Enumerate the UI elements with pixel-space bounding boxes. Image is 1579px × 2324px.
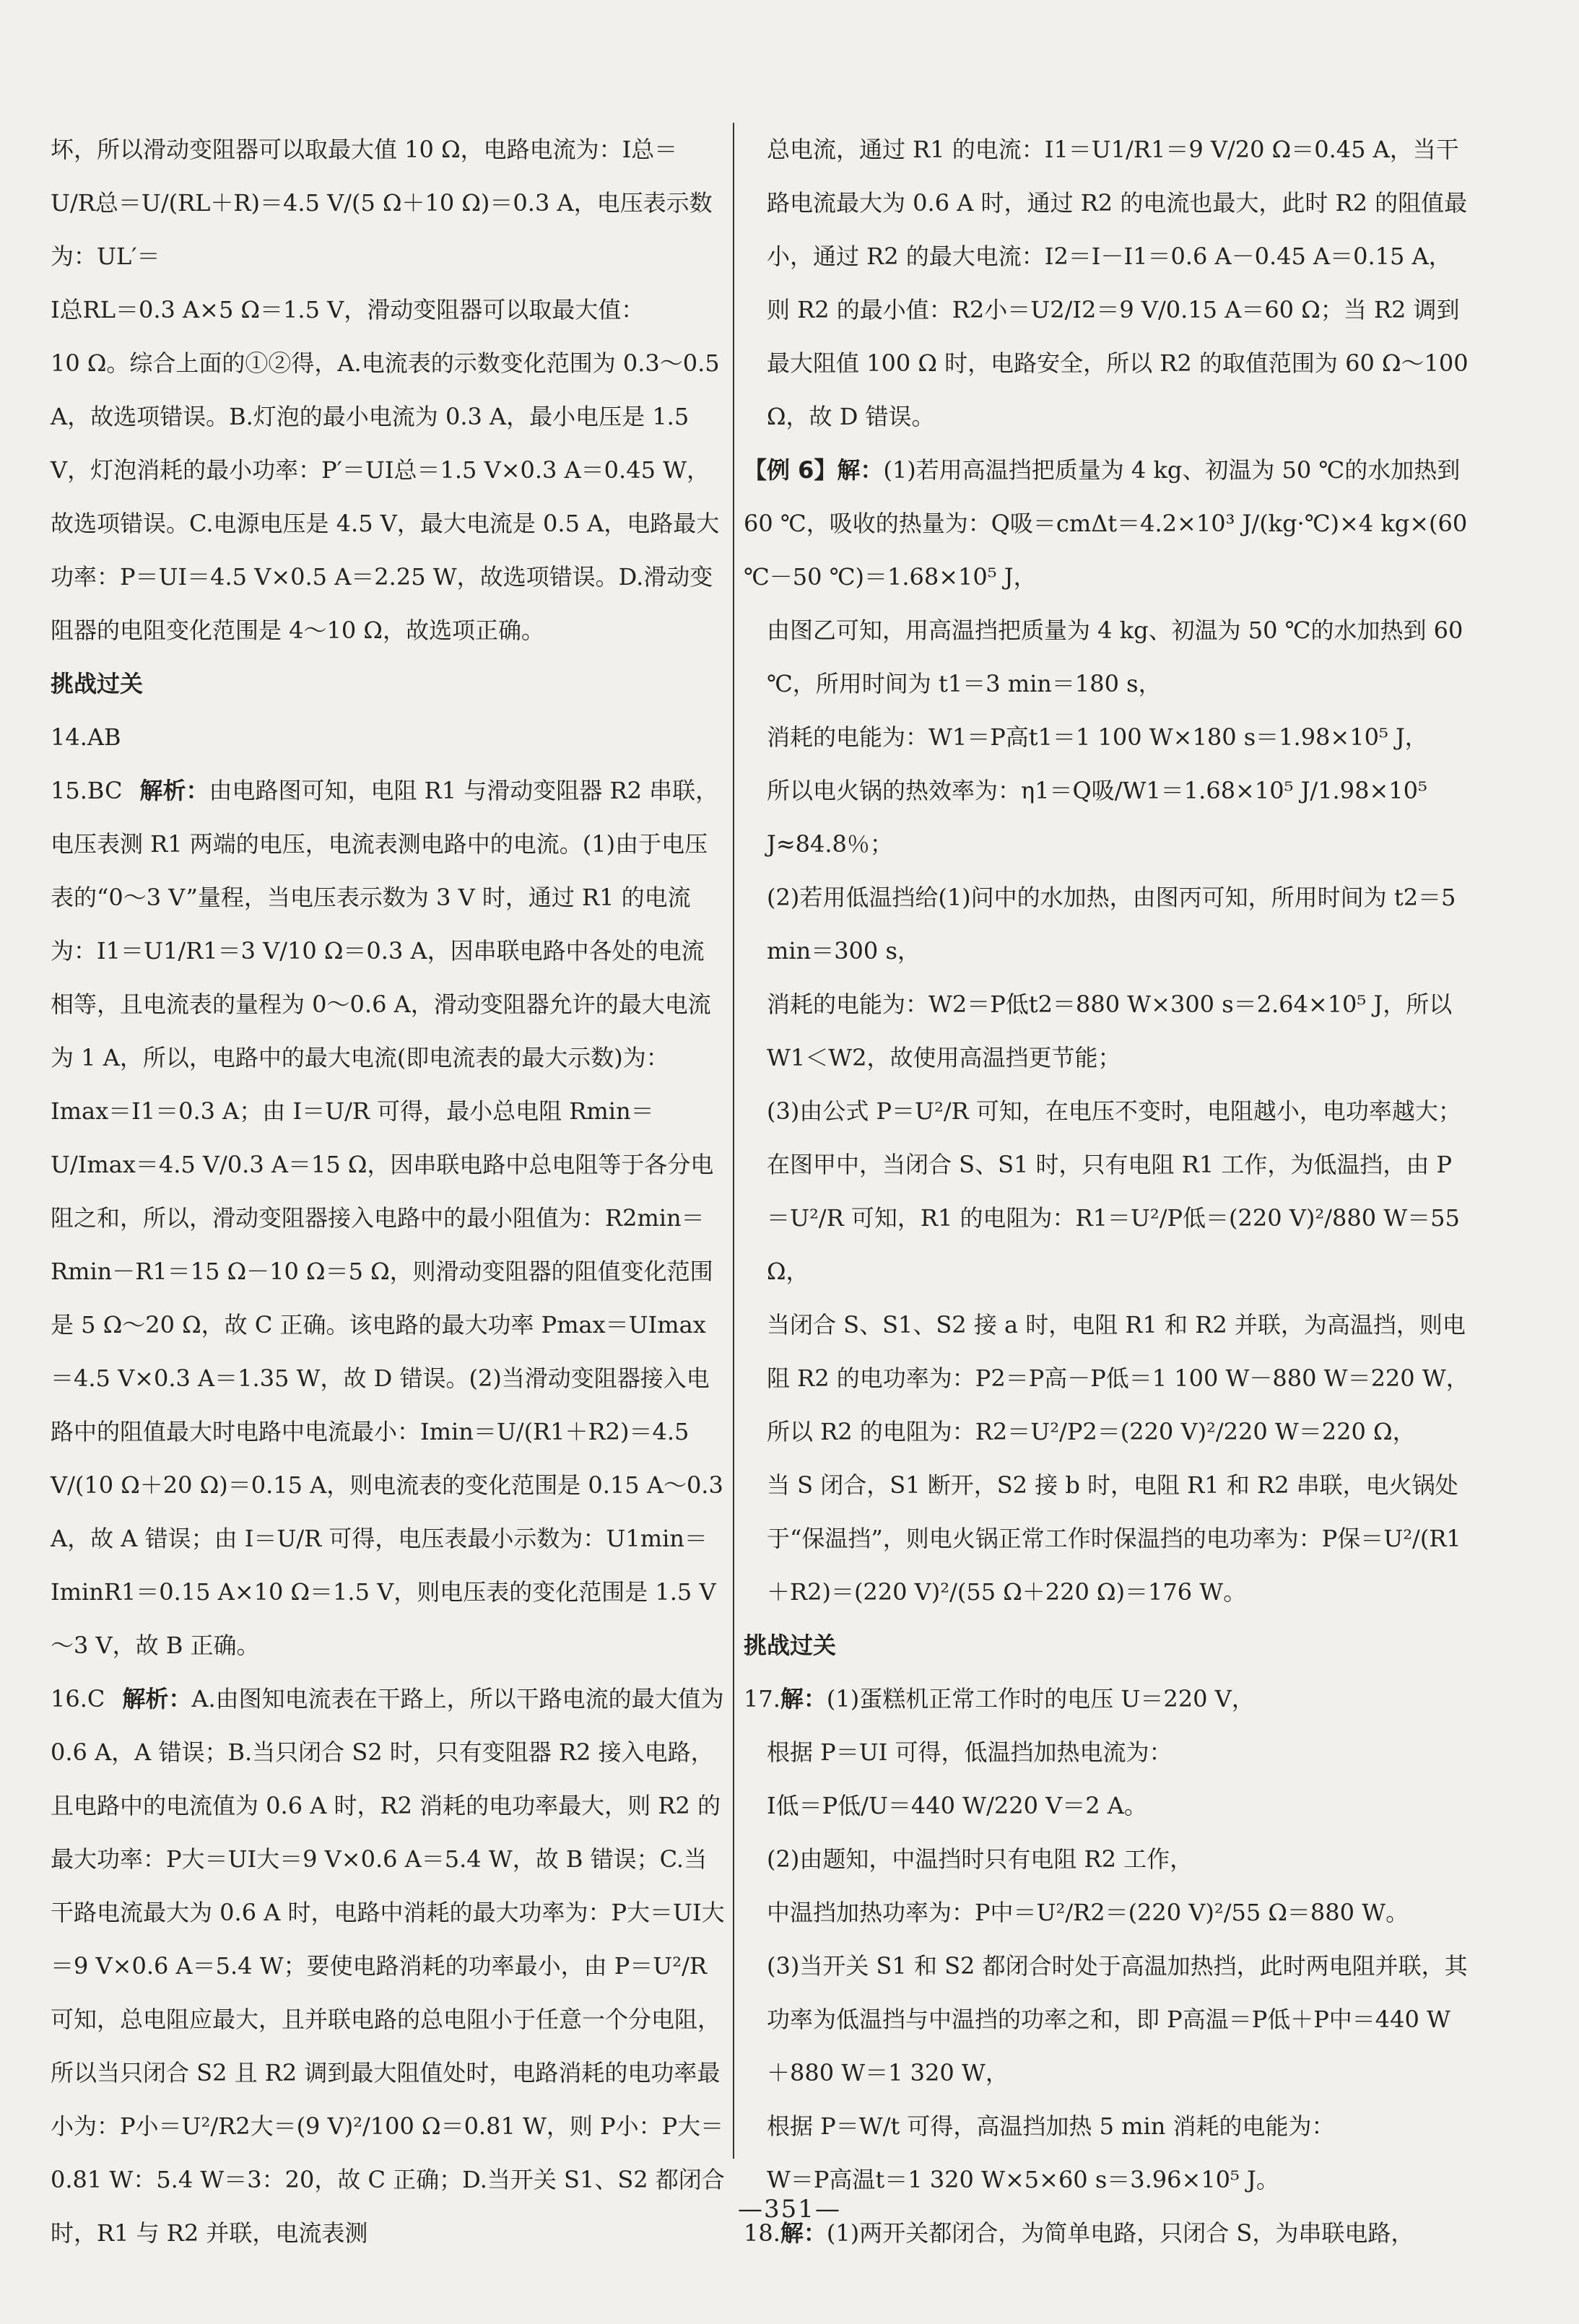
answer-16-text: A.由图知电流表在干路上，所以干路电流的最大值为 0.6 A，A 错误；B.当只闭合 S2 时，只有变阻器 R2 接入电路，且电路中的电流值为 0.6 A 时，R2 消耗的电功率最大，则 R2 的最大功率：P大＝UI大＝9 V×0.6 A＝5.4 W，故 B 错误；C.当干路电流最大为 0.6 A 时，电路中消耗的最大功率为：P大＝UI大＝9 V×0.6 A＝5.4 W；要使电路消耗的功率最小，由 P＝U²/R 可知，总电阻应最大，且并联电路的总电阻小于任意一个分电阻，所以当只闭合 S2 且 R2 调到最大阻值处时，电路消耗的电功率最小为：P小＝U²/R2大＝(9 V)²/100 Ω＝0.81 W，则 P小：P大＝0.81 W：5.4 W＝3：20，故 C 正确；D.当开关 S1、S2 都闭合时，R1 与 R2 并联，电流表测 [51,1685,731,2247]
example-6-line-4: 所以电火锅的热效率为：η1＝Q吸/W1＝1.68×10⁵ J/1.98×10⁵ J≈84.8％； [767,777,1435,858]
example-6-line-2: 由图乙可知，用高温挡把质量为 4 kg、初温为 50 ℃的水加热到 60 ℃，所用时间为 t1＝3 min＝180 s， [767,617,1471,697]
answer-17-line-3: I低＝P低/U＝440 W/220 V＝2 A。 [767,1792,1147,1819]
left-formula-1: U/R总＝U/(RL＋R)＝4.5 V/(5 Ω＋10 Ω)＝0.3 A，电压表示数为：UL′＝ [51,189,713,270]
answer-15-label: 解析： [139,777,209,804]
answer-18-number: 18. [744,2219,780,2247]
answer-16 [51,1672,731,2260]
example-6-line-3: 消耗的电能为：W1＝P高t1＝1 100 W×180 s＝1.98×10⁵ J， [767,723,1428,751]
left-paragraph-1: 坏，所以滑动变阻器可以取最大值 10 Ω，电路电流为：I总＝ [51,136,678,163]
answer-17-line-7: 根据 P＝W/t 可得，高温挡加热 5 min 消耗的电能为： [767,2112,1335,2140]
answer-17-number: 17. [744,1685,780,1712]
right-paragraph-1: 总电流，通过 R1 的电流：I1＝U1/R1＝9 V/20 Ω＝0.45 A，当干路电流最大为 0.6 A 时，通过 R2 的电流也最大，此时 R2 的阻值最小，通过 R2 的最大电流：I2＝I－I1＝0.6 A－0.45 A＝0.15 A，则 R2 的最小值：R2小＝U2/I2＝9 V/0.15 A＝60 Ω；当 R2 调到最大阻值 100 Ω 时，电路安全，所以 R2 的取值范围为 60 Ω～100 Ω，故 D 错误。 [767,136,1476,430]
section-heading-challenge-2: 挑战过关 [744,1632,837,1659]
answer-17-line-8: W＝P高温t＝1 320 W×5×60 s＝3.96×10⁵ J。 [767,2166,1279,2193]
example-6-part-1: (1)若用高温挡把质量为 4 kg、初温为 50 ℃的水加热到 60 ℃，吸收的热量为：Q吸＝cmΔt＝4.2×10³ J/(kg·℃)×4 kg×(60 ℃－50 ℃)＝1.68×10⁵ J， [744,456,1475,591]
answer-17-line-2: 根据 P＝UI 可得，低温挡加热电流为： [767,1738,1173,1766]
answer-15-text: 由电路图可知，电阻 R1 与滑动变阻器 R2 串联，电压表测 R1 两端的电压，电流表测电路中的电流。(1)由于电压表的“0～3 V”量程，当电压表示数为 3 V 时，通过 R1 的电流为：I1＝U1/R1＝3 V/10 Ω＝0.3 A，因串联电路中各处的电流相等，且电流表的量程为 0～0.6 A，滑动变阻器允许的最大电流为 1 A，所以，电路中的最大电流(即电流表的最大示数)为：Imax＝I1＝0.3 A；由 I＝U/R 可得，最小总电阻 Rmin＝U/Imax＝4.5 V/0.3 A＝15 Ω，因串联电路中总电阻等于各分电阻之和，所以，滑动变阻器接入电路中的最小阻值为：R2min＝Rmin－R1＝15 Ω－10 Ω＝5 Ω，则滑动变阻器的阻值变化范围是 5 Ω～20 Ω，故 C 正确。该电路的最大功率 Pmax＝UImax＝4.5 V×0.3 A＝1.35 W，故 D 错误。(2)当滑动变阻器接入电路中的阻值最大时电路中电流最小：Imin＝U/(R1＋R2)＝4.5 V/(10 Ω＋20 Ω)＝0.15 A，则电流表的变化范围是 0.15 A～0.3 A，故 A 错误；由 I＝U/R 可得，电压表最小示数为：U1min＝IminR1＝0.15 A×10 Ω＝1.5 V，则电压表的变化范围是 1.5 V～3 V，故 B 正确。 [51,777,731,1659]
answer-17-line-1: (1)蛋糕机正常工作时的电压 U＝220 V， [826,1685,1255,1712]
answer-15-key: 15.BC [51,777,123,804]
answer-17-label: 解： [780,1685,827,1712]
answer-14: 14.AB [51,723,121,751]
answer-16-key: 16.C [51,1685,105,1712]
section-heading-challenge: 挑战过关 [51,670,144,697]
example-6-line-10: 当 S 闭合，S1 断开，S2 接 b 时，电阻 R1 和 R2 串联，电火锅处于“保温挡”，则电火锅正常工作时保温挡的电功率为：P保＝U²/(R1＋R2)＝(220 V)²/(55 Ω＋220 Ω)＝176 W。 [767,1471,1461,1606]
example-6-line-7: (3)由公式 P＝U²/R 可知，在电压不变时，电阻越小，电功率越大；在图甲中，当闭合 S、S1 时，只有电阻 R1 工作，为低温挡，由 P＝U²/R 可知，R1 的电阻为：R1＝U²/P低＝(220 V)²/880 W＝55 Ω， [767,1097,1468,1285]
left-column [51,123,731,2260]
right-column [744,123,1476,2260]
answer-17 [744,1672,1469,1725]
page-number: —351— [738,2195,841,2224]
example-6-line-9: 所以 R2 的电阻为：R2＝U²/P2＝(220 V)²/220 W＝220 Ω， [767,1418,1416,1445]
example-6-line-6: 消耗的电能为：W2＝P低t2＝880 W×300 s＝2.64×10⁵ J，所以 W1＜W2，故使用高温挡更节能； [767,991,1460,1071]
example-6-line-5: (2)若用低温挡给(1)问中的水加热，由图丙可知，所用时间为 t2＝5 min＝300 s， [767,884,1463,965]
example-6-tag: 【例 6】解： [744,456,884,484]
left-paragraph-2: 10 Ω。综合上面的①②得，A.电流表的示数变化范围为 0.3～0.5 A，故选项错误。B.灯泡的最小电流为 0.3 A，最小电压是 1.5 V，灯泡消耗的最小功率：P′＝UI总＝1.5 V×0.3 A＝0.45 W，故选项错误。C.电源电压是 4.5 V，最大电流是 0.5 A，电路最大功率：P＝UI＝4.5 V×0.5 A＝2.25 W，故选项错误。D.滑动变阻器的电阻变化范围是 4～10 Ω，故选项正确。 [51,349,727,644]
answer-17-line-4: (2)由题知，中温挡时只有电阻 R2 工作， [767,1845,1193,1873]
answer-17-line-6: (3)当开关 S1 和 S2 都闭合时处于高温加热挡，此时两电阻并联，其功率为低温挡与中温挡的功率之和，即 P高温＝P低＋P中＝440 W＋880 W＝1 320 W， [767,1952,1468,2086]
left-formula-2: I总RL＝0.3 A×5 Ω＝1.5 V，滑动变阻器可以取最大值： [51,296,645,323]
answer-18-label: 解： [780,2219,827,2247]
example-6 [744,443,1475,604]
answer-18-text: (1)两开关都闭合，为简单电路，只闭合 S，为串联电路， [826,2219,1414,2247]
answer-17-line-5: 中温挡加热功率为：P中＝U²/R2＝(220 V)²/55 Ω＝880 W。 [767,1899,1409,1926]
answer-15 [51,764,731,1672]
column-divider [733,123,734,2159]
answer-16-label: 解析： [122,1685,192,1712]
example-6-line-8: 当闭合 S、S1、S2 接 a 时，电阻 R1 和 R2 并联，为高温挡，则电阻 R2 的电功率为：P2＝P高－P低＝1 100 W－880 W＝220 W， [767,1311,1469,1392]
